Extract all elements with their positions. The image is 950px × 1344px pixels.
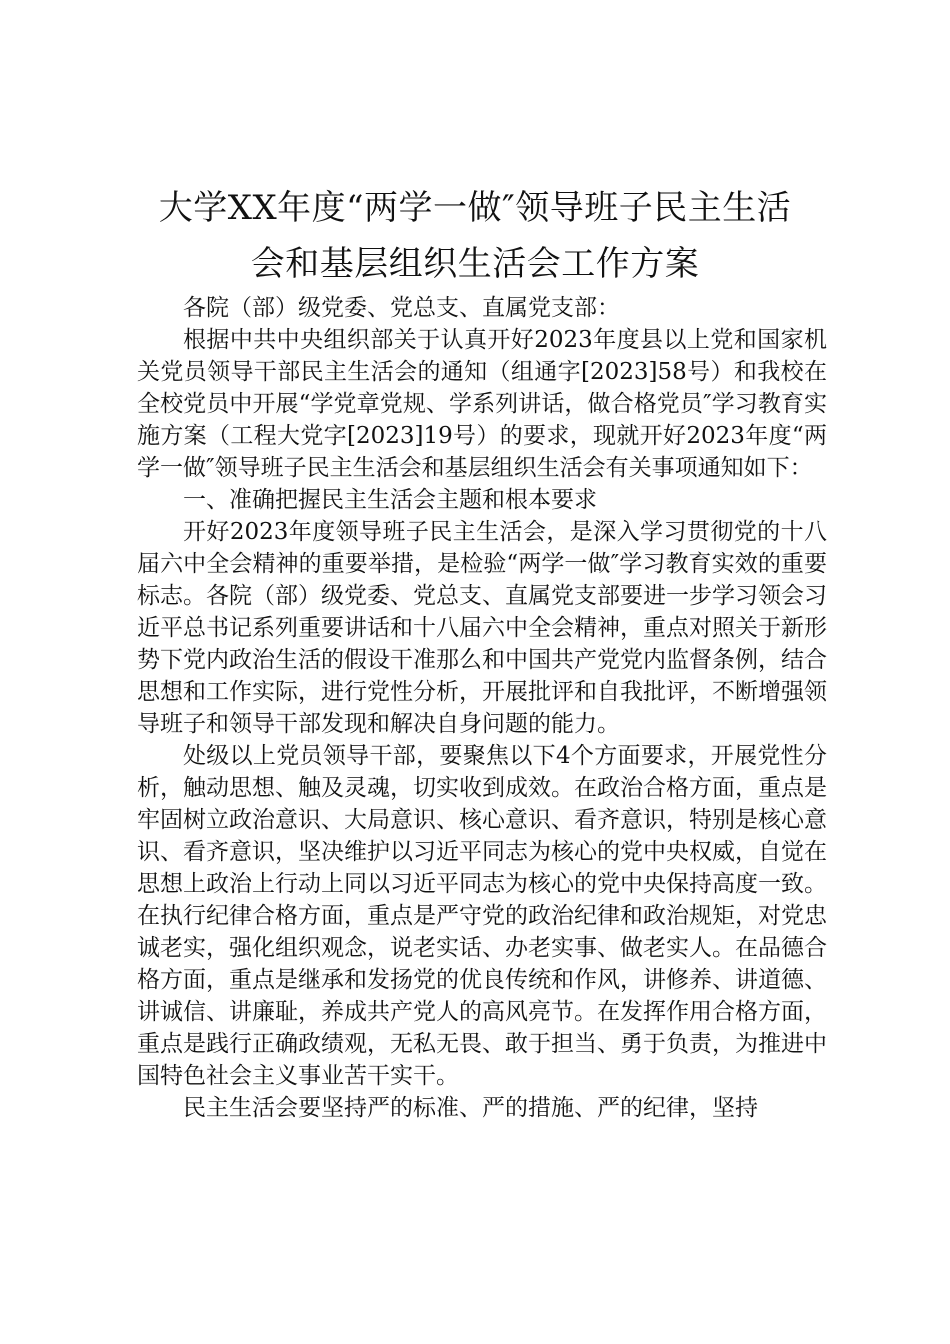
paragraph: 民主生活会要坚持严的标准、严的措施、严的纪律，坚持 xyxy=(183,1095,758,1121)
salutation: 各院（部）级党委、党总支、直属党支部： xyxy=(183,295,620,321)
paragraph: 处级以上党员领导干部，要聚焦以下4个方面要求，开展党性分析，触动思想、触及灵魂，切实收到成效。在政治合格方面，重点是牢固树立政治意识、大局意识、核心意识、看齐意识，特别是核心意识、看齐意识，坚决维护以习近平同志为核心的党中央权威，自觉在思想上政治上行动上同以习近平同志为核心的党中央保持高度一致。在执行纪律合格方面，重点是严守党的政治纪律和政治规矩，对党忠诚老实，强化组织观念，说老实话、办老实事、做老实人。在品德合格方面，重点是继承和发扬党的优良传统和作风，讲修养、讲道德、讲诚信、讲廉耻，养成共产党人的高风亮节。在发挥作用合格方面，重点是践行正确政绩观，无私无畏、敢于担当、勇于负责，为推进中国特色社会主义事业苦干实干。 xyxy=(137,743,827,1089)
section-heading-1: 一、准确把握民主生活会主题和根本要求 xyxy=(183,487,597,513)
title-line-1: 大学XX年度“两学一做″领导班子民主生活 xyxy=(158,188,792,228)
title-line-2: 会和基层组织生活会工作方案 xyxy=(250,244,700,284)
document-title xyxy=(120,180,830,292)
paragraph-intro: 根据中共中央组织部关于认真开好2023年度县以上党和国家机关党员领导干部民主生活会的通知（组通字[2023]58号）和我校在全校党员中开展“学党章党规、学系列讲话，做合格党员″学习教育实施方案（工程大党字[2023]19号）的要求，现就开好2023年度“两学一做″领导班子民主生活会和基层组织生活会有关事项通知如下： xyxy=(137,327,827,481)
paragraph: 开好2023年度领导班子民主生活会，是深入学习贯彻党的十八届六中全会精神的重要举措，是检验“两学一做″学习教育实效的重要标志。各院（部）级党委、党总支、直属党支部要进一步学习领会习近平总书记系列重要讲话和十八届六中全会精神，重点对照关于新形势下党内政治生活的假设干准那么和中国共产党党内监督条例，结合思想和工作实际，进行党性分析，开展批评和自我批评，不断增强领导班子和领导干部发现和解决自身问题的能力。 xyxy=(137,519,827,737)
document-body xyxy=(137,292,827,1124)
